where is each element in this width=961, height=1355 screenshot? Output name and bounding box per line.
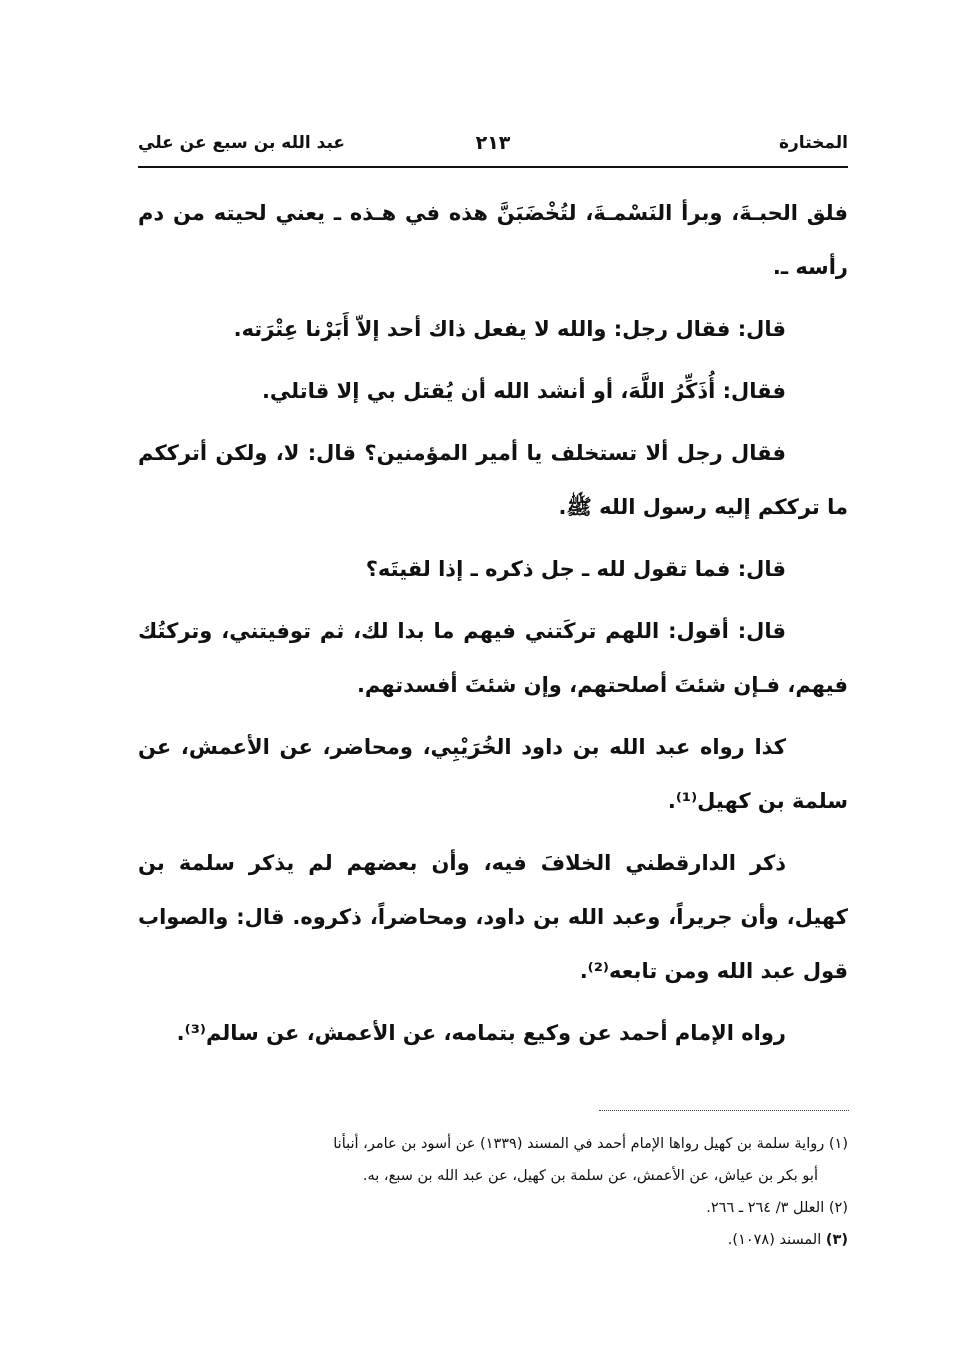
paragraph-6: قال: أقول: اللهم تركَتني فيهم ما بدا لك، ثم توفيتني، وتركتُك فيهم، فـإن شئتَ أصلحتهم، وإن شئتَ أفسدتهم. (138, 619, 848, 697)
paragraph-4: فقال رجل ألا تستخلف يا أمير المؤمنين؟ قال: لا، ولكن أترككم ما ترككم إليه رسول الله ﷺ. (138, 441, 848, 519)
paragraph-7: كذا رواه عبد الله بن داود الخُرَيْبِي، ومحاضر، عن الأعمش، عن سلمة بن كهيل⁽¹⁾. (138, 735, 848, 813)
footnote-2-number: (٢) (828, 1200, 848, 1216)
paragraph-3: فقال: أُذَكِّرُ اللَّهَ، أو أنشد الله أن يُقتل بي إلا قاتلي. (261, 379, 786, 403)
footnote-divider (599, 1110, 849, 1111)
footnote-2-text: العلل ٣/ ٢٦٤ ـ ٢٦٦. (706, 1200, 825, 1216)
paragraph-2: قال: فقال رجل: والله لا يفعل ذاك أحد إلاّ أَبَرْنا عِتْرَته. (233, 317, 786, 341)
page-number: ٢١٣ (475, 132, 511, 154)
footnotes (138, 1128, 848, 1256)
footnote-3-text: المسند (١٠٧٨). (727, 1232, 822, 1248)
header-chapter-title: عبد الله بن سبع عن علي (138, 133, 346, 153)
footnote-3 (138, 1224, 848, 1256)
footnote-1-text: رواية سلمة بن كهيل رواها الإمام أحمد في المسند (١٣٣٩) عن أسود بن عامر، أنبأنا (333, 1136, 825, 1152)
header-book-title: المختارة (778, 133, 848, 153)
footnote-1-continuation: أبو بكر بن عياش، عن الأعمش، عن سلمة بن كهيل، عن عبد الله بن سبع، به. (362, 1168, 818, 1184)
main-text (138, 186, 848, 1068)
header-divider (138, 166, 848, 168)
running-header (138, 126, 848, 160)
paragraph-1: فلق الحبـةَ، وبرأ النَسْمـةَ، لتُخْضَبَنَّ هذه في هـذه ـ يعني لحيته من دم رأسه ـ. (138, 201, 848, 279)
footnote-1 (138, 1128, 848, 1160)
footnote-1-number: (١) (828, 1136, 848, 1152)
paragraph-8: ذكر الدارقطني الخلافَ فيه، وأن بعضهم لم يذكر سلمة بن كهيل، وأن جريراً، وعبد الله بن داود، ومحاضراً، ذكروه. قال: والصواب قول عبد الله ومن تابعه⁽²⁾. (138, 851, 848, 983)
paragraph-9: رواه الإمام أحمد عن وكيع بتمامه، عن الأعمش، عن سالم⁽³⁾. (176, 1021, 786, 1045)
footnote-3-number: (٣) (825, 1232, 848, 1248)
paragraph-5: قال: فما تقول لله ـ جل ذكره ـ إذا لقيتَه؟ (365, 557, 786, 581)
footnote-2 (138, 1192, 848, 1224)
